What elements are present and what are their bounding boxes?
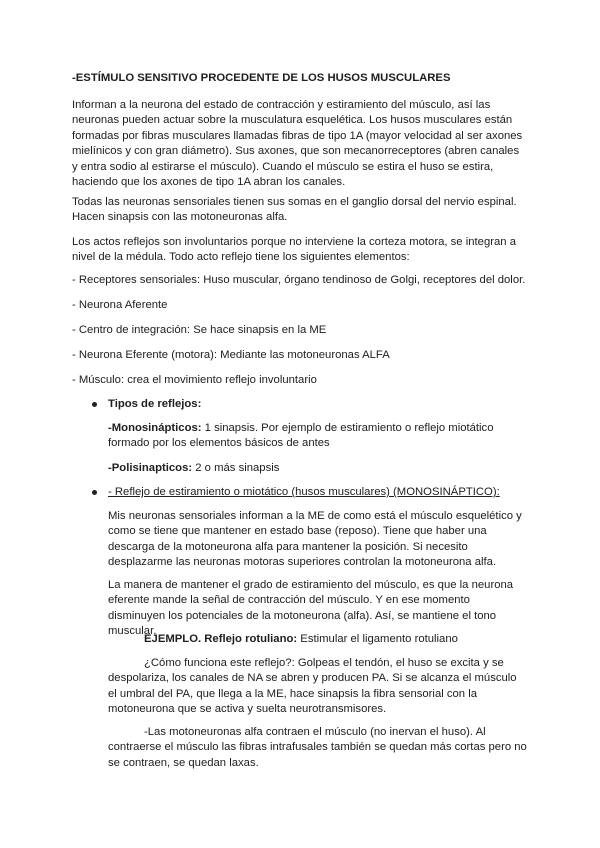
polysynaptic-text: 2 o más sinapsis: [192, 462, 280, 474]
stretch-reflex-paragraph-2: La manera de mantener el grado de estiramiento del músculo, es que la neurona eferente mande la señal de contracción del músculo. Y en ese momento disminuyen los potenciales de la motoneurona (alfa). Así, se mantiene el tono muscular.: [108, 579, 514, 638]
stretch-reflex-heading: - Reflejo de estiramiento o miotático (husos musculares) (MONOSINÁPTICO):: [108, 486, 500, 498]
sensory-neurons-paragraph: Todas las neuronas sensoriales tienen sus somas en el ganglio dorsal del nervio espinal. Hacen sinapsis con las motoneuronas alfa.: [72, 196, 517, 224]
reflex-acts-paragraph: Los actos reflejos son involuntarios porque no interviene la corteza motora, se integran a nivel de la médula. Todo acto reflejo tiene los siguientes elementos:: [72, 236, 516, 264]
element-item: - Receptores sensoriales: Huso muscular, órgano tendinoso de Golgi, receptores del dolor.: [72, 274, 526, 286]
bullet-dot: [92, 402, 97, 407]
element-item: - Neurona Eferente (motora): Mediante las motoneuronas ALFA: [72, 349, 390, 361]
element-item: - Músculo: crea el movimiento reflejo involuntario: [72, 374, 317, 386]
page-title: -ESTÍMULO SENSITIVO PROCEDENTE DE LOS HUSOS MUSCULARES: [72, 72, 451, 84]
example-line: [144, 632, 528, 647]
example-text: Estimular el ligamento rotuliano: [297, 633, 458, 645]
element-item: - Centro de integración: Se hace sinapsis en la ME: [72, 324, 327, 336]
element-item: - Neurona Aferente: [72, 299, 168, 311]
monosynaptic-text: 1 sinapsis. Por ejemplo de estiramiento o reflejo miotático formado por los elementos básicos de antes: [108, 422, 494, 450]
reflex-types-heading: Tipos de reflejos:: [108, 398, 202, 410]
monosynaptic-paragraph: [108, 421, 520, 452]
polysynaptic-paragraph: [108, 461, 520, 476]
motoneurons-paragraph: -Las motoneuronas alfa contraen el músculo (no inervan el huso). Al contraerse el músculo las fibras intrafusales también se quedan más cortas pero no se contraen, se quedan laxas.: [108, 726, 527, 769]
bullet-dot: [92, 490, 97, 495]
example-label: EJEMPLO. Reflejo rotuliano:: [144, 633, 298, 645]
polysynaptic-label: -Polisinapticos:: [108, 462, 193, 474]
how-it-works-paragraph: ¿Cómo funciona este reflejo?: Golpeas el tendón, el huso se excita y se despolariza, los canales de NA se abren y producen PA. Si se alcanza el músculo el umbral del PA, que llega a la ME, hace sinapsis la fibra sensorial con la motoneurona que se activa y suelta neurotransmisores.: [108, 657, 517, 716]
intro-paragraph: Informan a la neurona del estado de contracción y estiramiento del músculo, así las neuronas pueden actuar sobre la musculatura esquelética. Los husos musculares están formadas por fibras musculares llamadas fibras de tipo 1A (mayor velocidad al ser axones mielínicos y con gran diámetro). Sus axones, que son mecanorreceptores (abren canales y entra sodio al estirarse el músculo). Cuando el músculo se estira el huso se estira, haciendo que los axones de tipo 1A abran los canales.: [72, 99, 523, 189]
monosynaptic-label: -Monosinápticos:: [108, 422, 202, 434]
stretch-reflex-paragraph-1: Mis neuronas sensoriales informan a la ME de como está el músculo esquelético y como se tiene que mantener en estado base (reposo). Tiene que haber una descarga de la motoneurona alfa para mantener la posición. Si necesito desplazarme las neuronas motoras superiores controlan la motoneurona alfa.: [108, 510, 522, 569]
